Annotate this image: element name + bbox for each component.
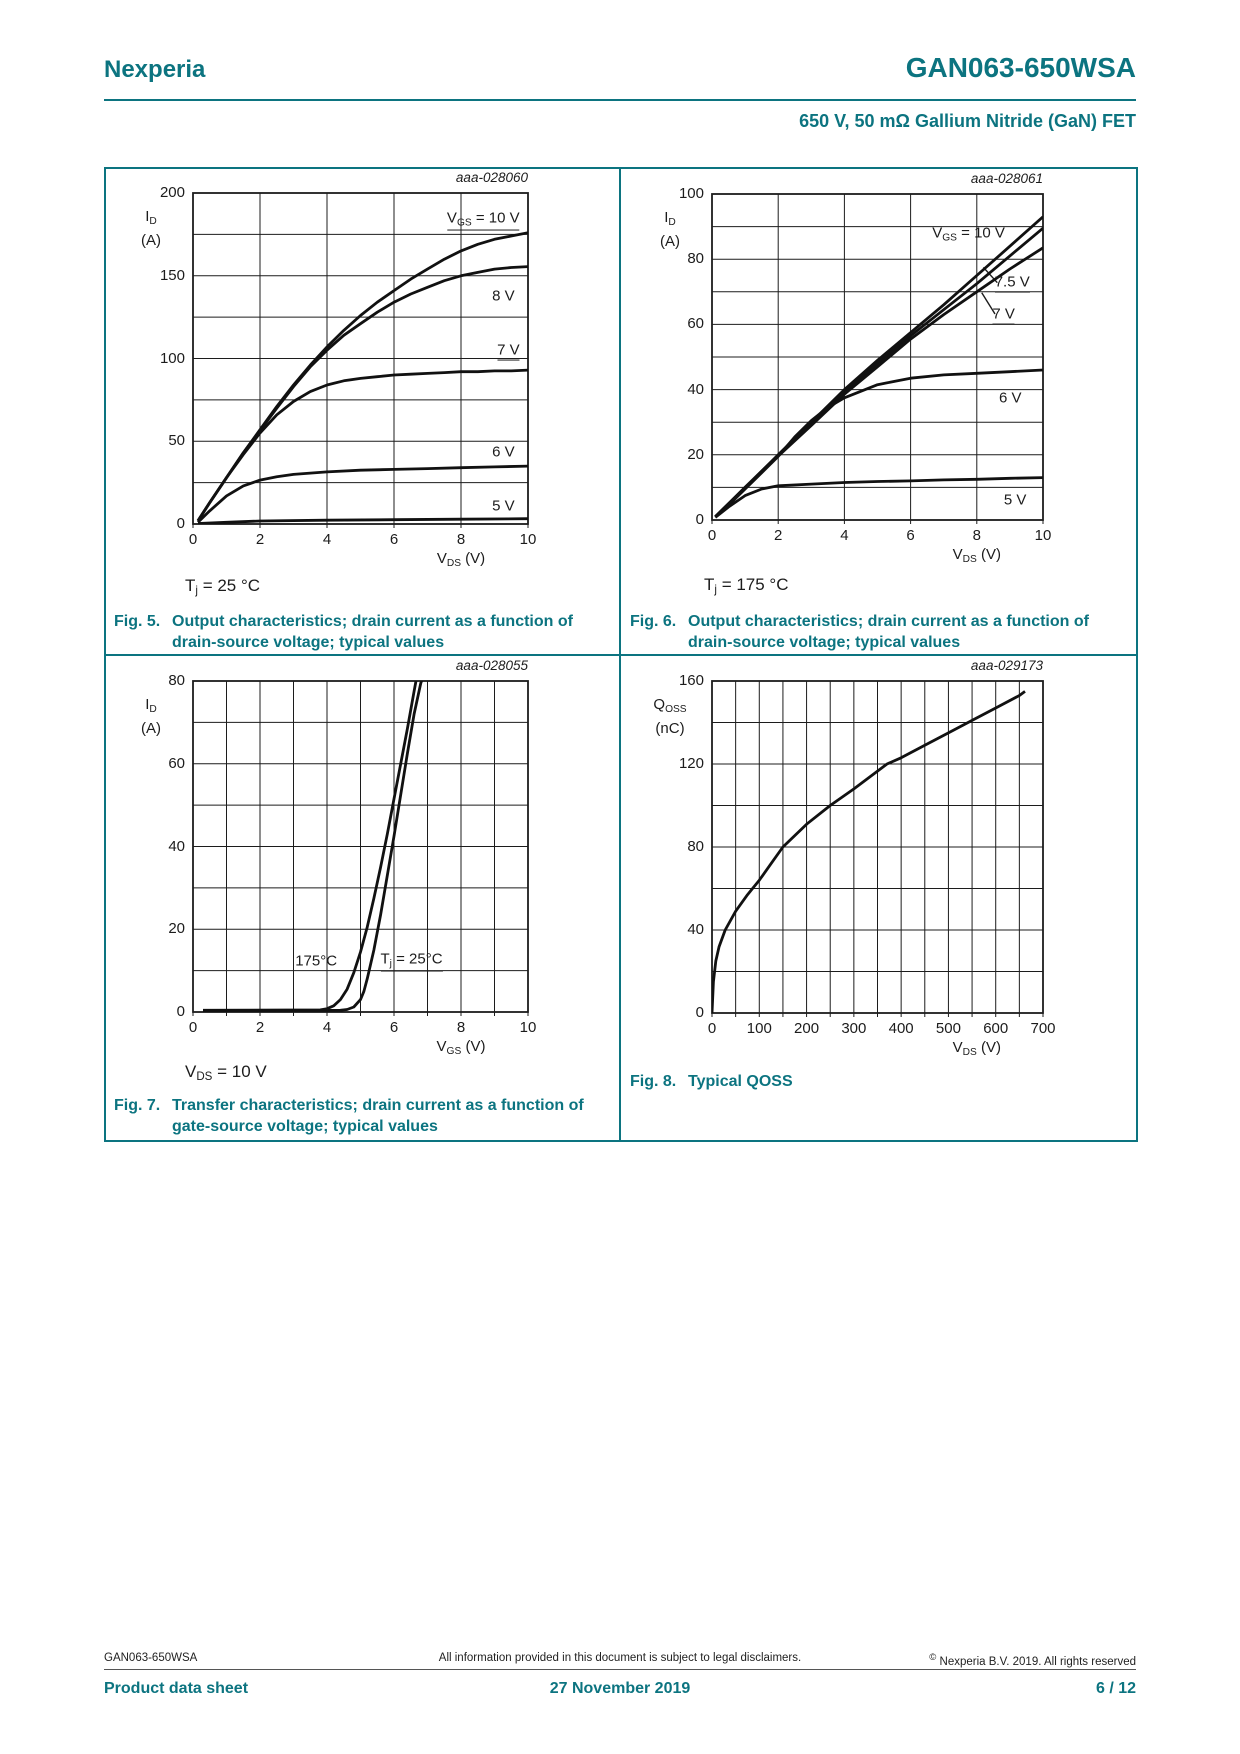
page-subtitle: 650 V, 50 mΩ Gallium Nitride (GaN) FET xyxy=(799,111,1136,131)
footer-copyright xyxy=(929,1652,1136,1668)
y-tick-label: 100 xyxy=(159,349,185,367)
y-tick-label: 80 xyxy=(687,250,704,268)
footer-legal-span: All information provided in this document is subject to legal disclaimers. xyxy=(438,1652,802,1664)
y-axis-label: $Q_{OSS}$ (nC) xyxy=(653,696,687,737)
plot-id: aaa-028061 xyxy=(970,171,1043,186)
footer-legal-text xyxy=(320,1652,920,1664)
x-tick-label: 4 xyxy=(322,531,332,548)
x-tick-label: 10 xyxy=(519,1019,537,1036)
figure-7 xyxy=(104,655,620,1142)
x-tick-label: 6 xyxy=(389,531,399,548)
figure-caption-text: Output characteristics; drain current as a function of drain-source voltage; typical values xyxy=(688,613,1089,651)
x-tick-label: 0 xyxy=(707,1020,717,1037)
x-tick-label: 2 xyxy=(255,1019,265,1036)
y-tick-label: 150 xyxy=(159,266,185,284)
condition-label: $V_{DS} = 10$ V xyxy=(185,1062,267,1084)
y-axis-label: $I_D$ (A) xyxy=(141,696,161,737)
x-axis-label: $V_{GS}$ (V) xyxy=(436,1038,486,1057)
condition-label: $T_j = 175$ °C xyxy=(704,575,789,597)
x-tick-label: 700 xyxy=(1030,1020,1056,1037)
figure-caption-text: Transfer characteristics; drain current as a function of gate-source voltage; typical values xyxy=(172,1097,584,1135)
curve-label: $V_{GS} = 10$ V xyxy=(446,209,520,229)
figure-6 xyxy=(620,168,1136,655)
footer-page-number: 6 / 12 xyxy=(1095,1680,1136,1697)
x-tick-label: 8 xyxy=(456,1019,466,1036)
figure-5 xyxy=(104,168,620,655)
x-tick-label: 8 xyxy=(456,531,466,548)
x-tick-label: 100 xyxy=(746,1020,772,1037)
footer-doc-id: GAN063-650WSA xyxy=(104,1652,198,1664)
x-axis-label: $V_{DS}$ (V) xyxy=(952,1039,1001,1058)
curve-label: 5 V xyxy=(1003,491,1027,509)
x-tick-label: 0 xyxy=(707,527,717,544)
curve-label: 7 V xyxy=(497,341,520,359)
series-curve xyxy=(715,370,1043,517)
chart-canvas-fig-5 xyxy=(104,168,620,655)
y-tick-label: 50 xyxy=(168,432,185,450)
y-tick-label: 80 xyxy=(687,838,704,855)
x-tick-label: 6 xyxy=(389,1019,399,1036)
y-tick-label: 60 xyxy=(168,754,185,772)
figure-label: Fig. 5. xyxy=(114,613,161,630)
figure-label: Fig. 7. xyxy=(114,1097,161,1114)
plot-id: aaa-028055 xyxy=(455,658,528,673)
figure-label: Fig. 8. xyxy=(630,1073,677,1090)
figure-label: Fig. 6. xyxy=(630,613,677,630)
y-tick-label: 60 xyxy=(687,315,704,333)
figure-caption-text: Output characteristics; drain current as a function of drain-source voltage; typical values xyxy=(172,613,573,651)
x-tick-label: 500 xyxy=(935,1020,961,1037)
y-tick-label: 40 xyxy=(687,921,704,938)
curve-label: 6 V xyxy=(492,443,515,461)
y-axis-label: $I_D$ (A) xyxy=(141,208,161,249)
y-tick-label: 0 xyxy=(176,1003,185,1020)
figure-8-caption xyxy=(620,1071,1136,1092)
curve-label: 7 V xyxy=(992,305,1015,323)
x-axis-label: $V_{DS}$ (V) xyxy=(436,550,486,569)
x-tick-label: 200 xyxy=(794,1020,820,1037)
curve-label: 5 V xyxy=(492,498,515,516)
figure-caption-text: Typical QOSS xyxy=(688,1073,793,1090)
curve-label: $T_j = 25^\circ C$ xyxy=(380,950,443,970)
header-rule xyxy=(104,99,1136,101)
y-tick-label: 80 xyxy=(168,672,185,689)
y-tick-label: 0 xyxy=(695,1004,704,1021)
y-tick-label: 20 xyxy=(687,445,704,463)
x-tick-label: 6 xyxy=(906,527,915,544)
footer-date: 27 November 2019 xyxy=(549,1680,691,1697)
y-tick-label: 200 xyxy=(159,184,185,201)
curve-label: 8 V xyxy=(492,287,515,305)
x-tick-label: 4 xyxy=(840,527,849,544)
y-tick-label: 120 xyxy=(678,755,704,772)
x-tick-label: 10 xyxy=(519,531,537,548)
footer-doc-type: Product data sheet xyxy=(104,1680,249,1697)
part-number-title: GAN063-650WSA xyxy=(905,52,1136,83)
x-tick-label: 4 xyxy=(322,1019,332,1036)
series-curve xyxy=(198,519,528,524)
curve-label: 175°C xyxy=(295,952,338,970)
footer-copyright-text: Nexperia B.V. 2019. All rights reserved xyxy=(936,1655,1136,1668)
curve-label: $V_{GS} = 10$ V xyxy=(932,224,1005,244)
x-tick-label: 10 xyxy=(1034,527,1052,544)
y-tick-label: 40 xyxy=(687,380,704,398)
x-tick-label: 2 xyxy=(774,527,783,544)
y-tick-label: 40 xyxy=(168,837,185,855)
curve-label: 6 V xyxy=(998,390,1022,408)
y-axis-label: $I_D$ (A) xyxy=(660,209,680,250)
series-curve xyxy=(198,466,528,522)
condition-label: $T_j = 25$ °C xyxy=(185,576,261,598)
y-tick-label: 100 xyxy=(678,185,704,202)
y-tick-label: 0 xyxy=(695,511,704,528)
copyright-symbol: © xyxy=(929,1652,937,1663)
x-tick-label: 600 xyxy=(983,1020,1009,1037)
figure-8 xyxy=(620,655,1136,1142)
x-axis-label: $V_{DS}$ (V) xyxy=(952,546,1001,565)
footer-rule xyxy=(104,1669,1136,1670)
x-tick-label: 2 xyxy=(255,531,265,548)
y-tick-label: 0 xyxy=(176,515,185,532)
y-tick-label: 20 xyxy=(168,920,185,938)
curve-label: 7.5 V xyxy=(994,273,1030,291)
plot-id: aaa-029173 xyxy=(970,658,1043,673)
x-tick-label: 8 xyxy=(972,527,981,544)
plot-id: aaa-028060 xyxy=(455,170,528,185)
x-tick-label: 400 xyxy=(888,1020,914,1037)
y-tick-label: 160 xyxy=(678,672,704,689)
figure-7-caption xyxy=(104,1095,620,1137)
x-tick-label: 300 xyxy=(841,1020,867,1037)
x-tick-label: 0 xyxy=(188,531,198,548)
figure-6-caption xyxy=(620,611,1136,653)
chart-canvas-fig-7 xyxy=(104,655,620,1142)
series-curve xyxy=(715,478,1043,518)
figure-5-caption xyxy=(104,611,620,653)
brand-logo: Nexperia xyxy=(104,56,206,83)
x-tick-label: 0 xyxy=(188,1019,198,1036)
